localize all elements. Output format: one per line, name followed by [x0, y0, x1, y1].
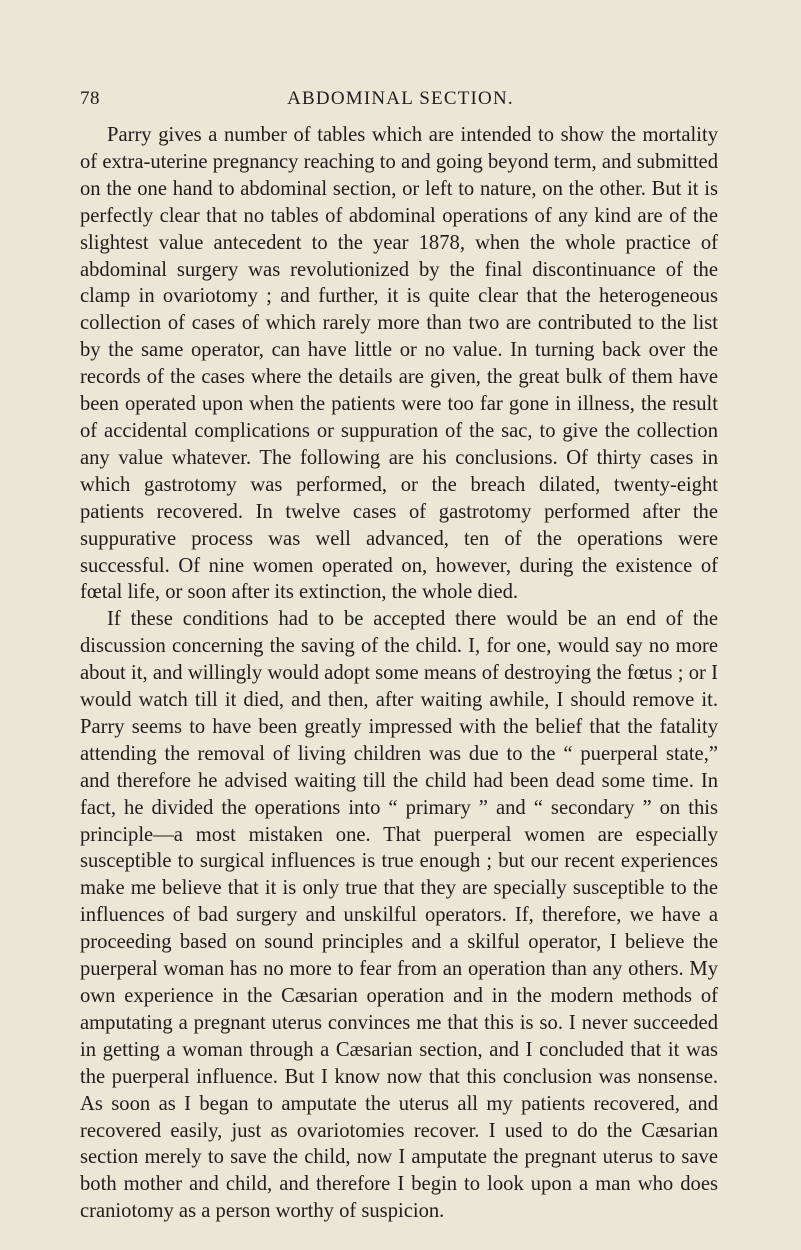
- body-text: [80, 122, 718, 1225]
- running-title: ABDOMINAL SECTION.: [287, 88, 514, 109]
- page-header: [80, 88, 721, 116]
- paragraph-2: If these conditions had to be accepted there would be an end of the discussion concerning the saving of the child. I, for one, would say no more about it, and willingly would adopt some means of destroying the fœtus ; or I would watch till it died, and then, after waiting awhile, I should remove it. Parry seems to have been greatly impressed with the belief that the fatality attending the removal of living children was due to the “ puerperal state,” and therefore he advised waiting till the child had been dead some time. In fact, he divided the operations into “ primary ” and “ secondary ” on this principle—a most mistaken one. That puerperal women are especially susceptible to surgical influences is true enough ; but our recent experiences make me believe that it is only true that they are specially susceptible to the influences of bad surgery and unskilful operators. If, therefore, we have a proceeding based on sound principles and a skilful operator, I believe the puerperal woman has no more to fear from an operation than any others. My own experience in the Cæsarian operation and in the modern methods of amputating a pregnant uterus convinces me that this is so. I never succeeded in getting a woman through a Cæsarian section, and I concluded that it was the puerperal influence. But I know now that this conclusion was nonsense. As soon as I began to amputate the uterus all my patients recovered, and recovered easily, just as ovariotomies recover. I used to do the Cæsarian section merely to save the child, now I amputate the pregnant uterus to save both mother and child, and therefore I begin to look upon a man who does craniotomy as a person worthy of suspicion.: [80, 608, 718, 1223]
- page-number: 78: [80, 88, 100, 109]
- paragraph-1: Parry gives a number of tables which are intended to show the mortality of extra-uterine pregnancy reaching to and going beyond term, and submitted on the one hand to abdominal section, or left to nature, on the other. But it is perfectly clear that no tables of abdominal operations of any kind are of the slightest value antecedent to the year 1878, when the whole practice of abdominal surgery was revolutionized by the final discontinuance of the clamp in ovariotomy ; and further, it is quite clear that the heterogeneous collection of cases of which rarely more than two are contributed to the list by the same operator, can have little or no value. In turning back over the records of the cases where the details are given, the great bulk of them have been operated upon when the patients were too far gone in illness, the result of accidental complications or suppuration of the sac, to give the collection any value whatever. The following are his conclusions. Of thirty cases in which gastrotomy was performed, or the breach dilated, twenty-eight patients recovered. In twelve cases of gastrotomy performed after the suppurative process was well advanced, ten of the operations were successful. Of nine women operated on, however, during the existence of fœtal life, or soon after its extinction, the whole died.: [80, 124, 718, 604]
